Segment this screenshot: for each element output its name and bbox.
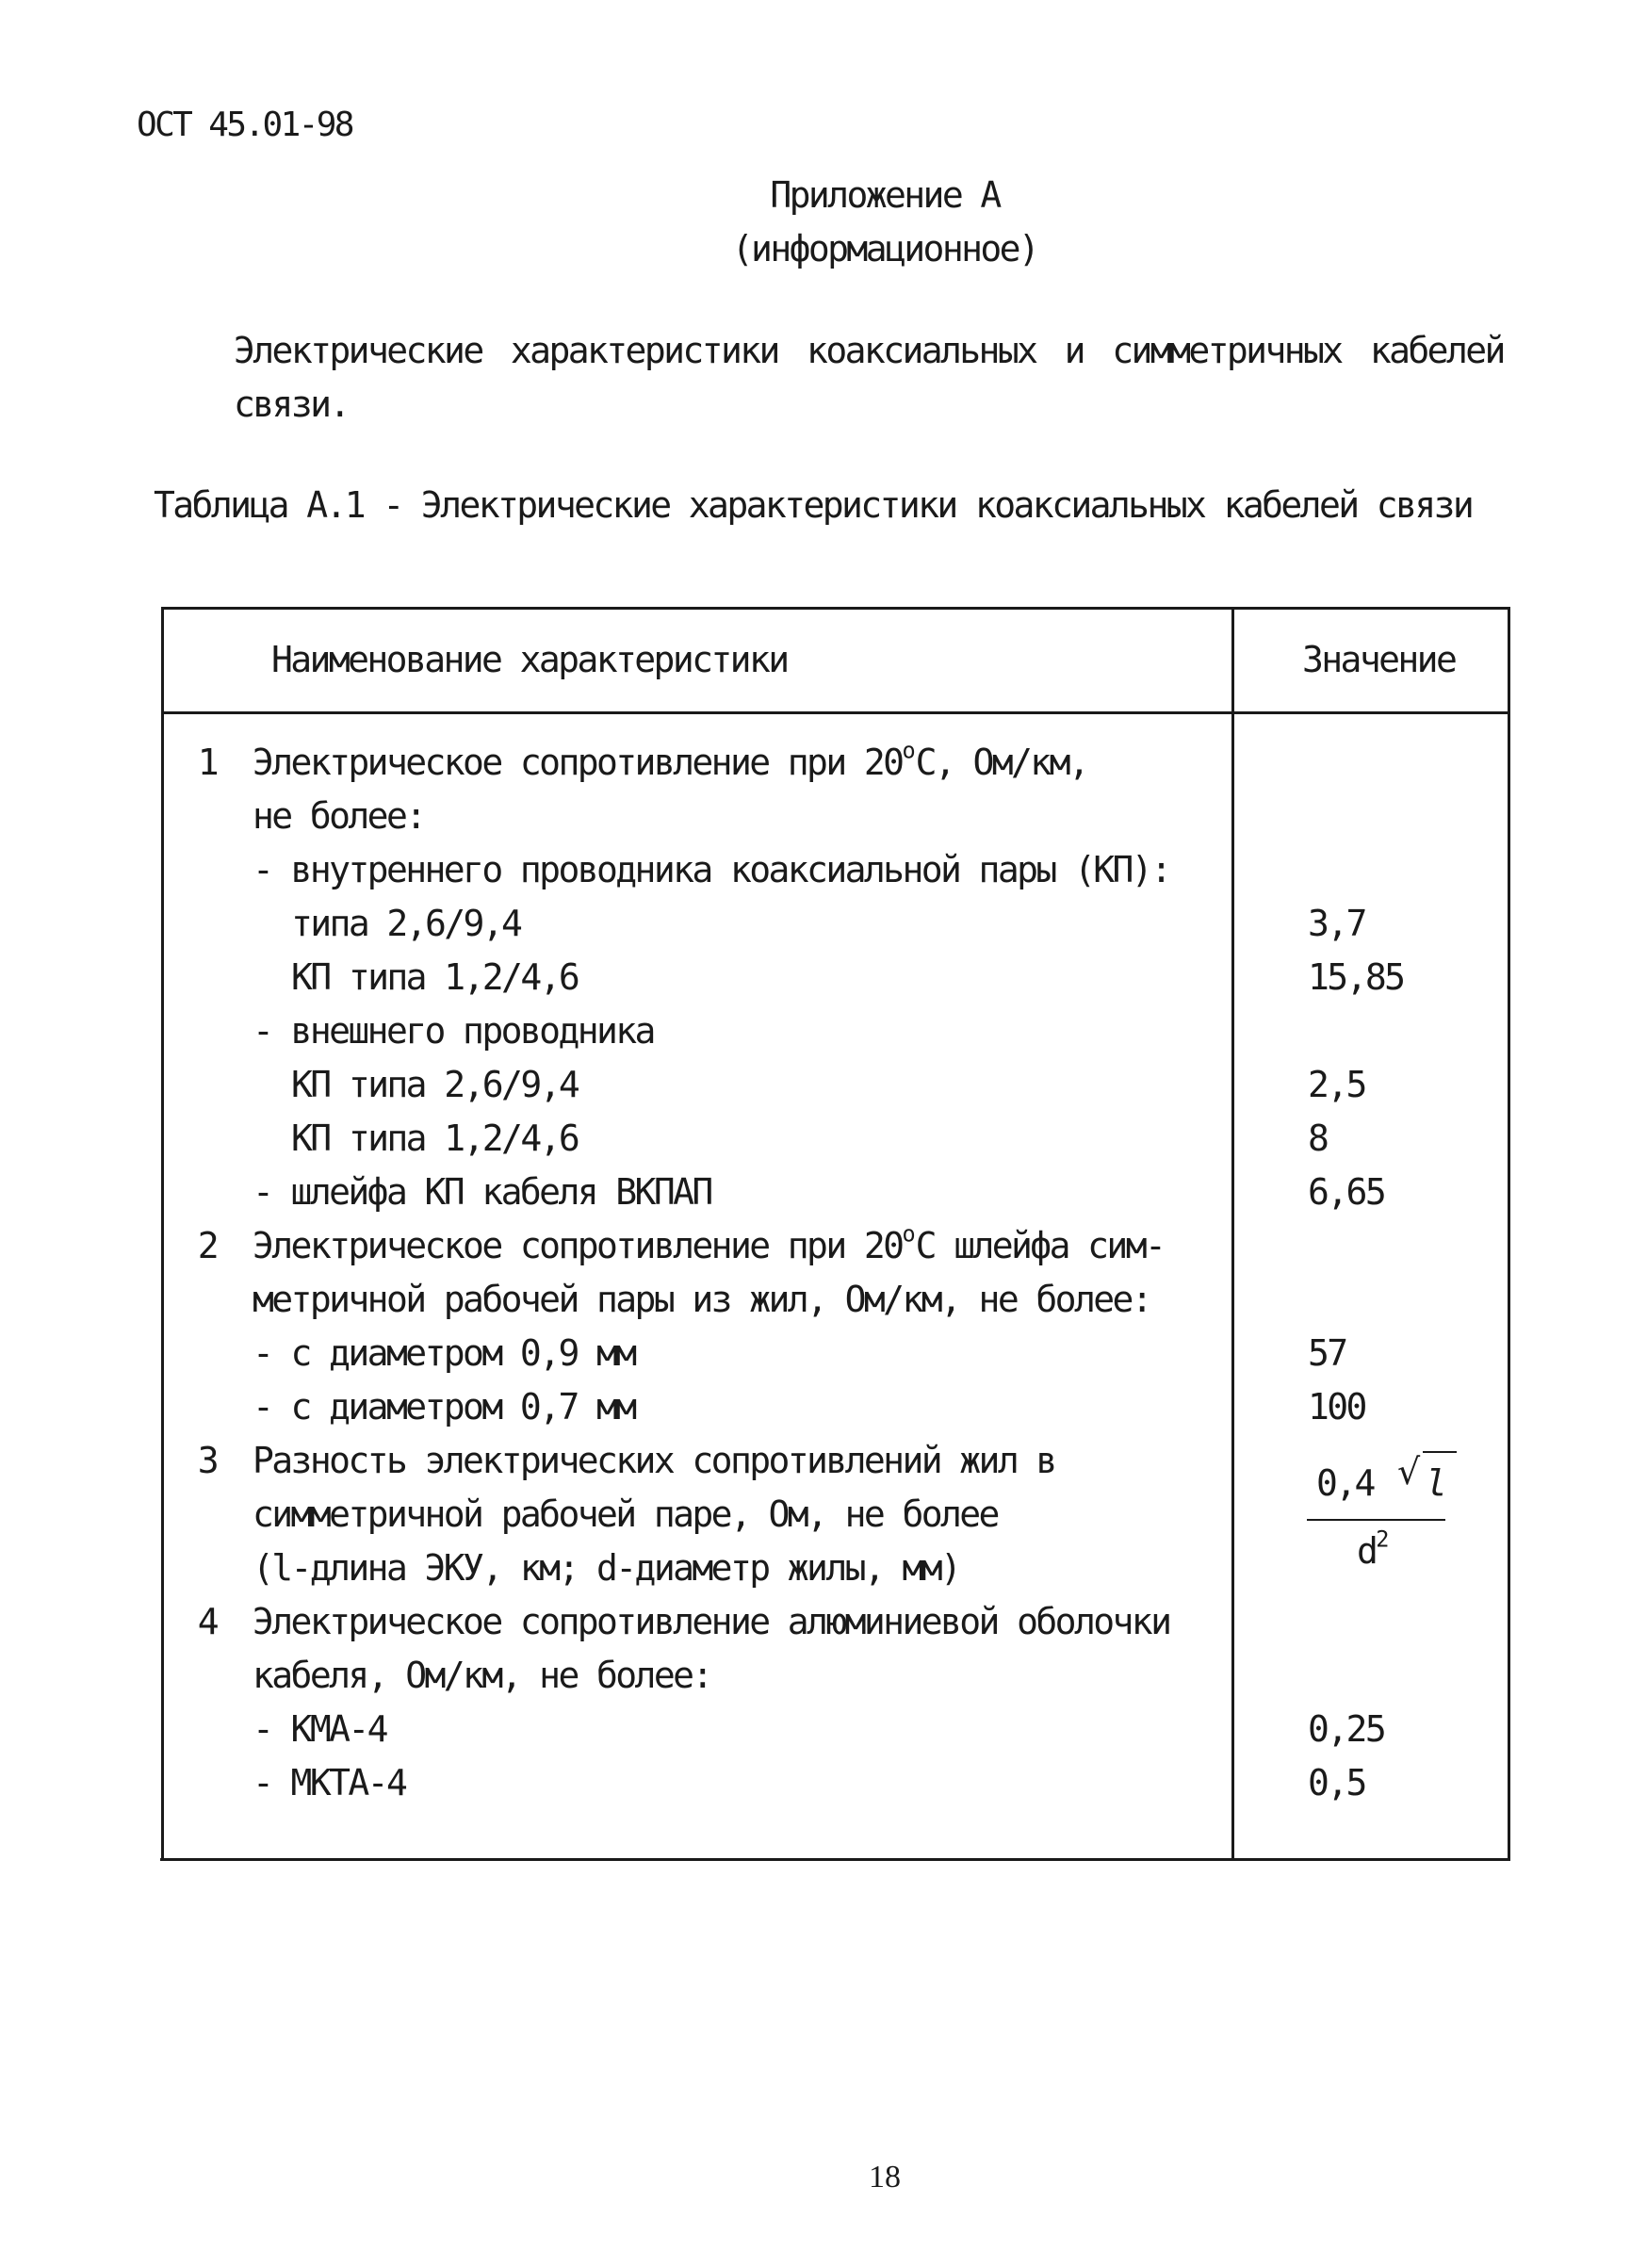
column-header-value: Значение xyxy=(1302,639,1456,680)
row-label: - с диаметром 0,7 мм xyxy=(253,1386,635,1428)
row-label: КП типа 1,2/4,6 xyxy=(291,1118,579,1159)
row-number: 4 xyxy=(197,1601,217,1642)
row-value: 15,85 xyxy=(1308,956,1404,998)
row-number: 2 xyxy=(197,1225,217,1266)
row-label: КП типа 2,6/9,4 xyxy=(291,1064,579,1105)
row-label: типа 2,6/9,4 xyxy=(291,903,521,944)
sqrt-icon: √ xyxy=(1397,1451,1421,1493)
formula-numerator: 0,4 xyxy=(1316,1462,1374,1504)
table-row xyxy=(155,1386,1492,1443)
table-row xyxy=(155,1657,1492,1711)
row-label: - внешнего проводника xyxy=(253,1010,654,1052)
row-label: симметричной рабочей паре, Ом, не более xyxy=(253,1493,998,1535)
row-label: не более: xyxy=(253,795,425,837)
table-row xyxy=(155,1220,1492,1281)
table-row xyxy=(155,795,1492,852)
table-row xyxy=(155,1440,1492,1496)
table-border-top xyxy=(164,607,1510,610)
row-label: - КМА-4 xyxy=(253,1708,386,1750)
table-row xyxy=(155,1332,1492,1389)
table-row xyxy=(155,737,1492,798)
row-label: - с диаметром 0,9 мм xyxy=(253,1332,635,1374)
page-number: 18 xyxy=(869,2160,901,2195)
table-header-divider xyxy=(164,711,1510,714)
appendix-title: Приложение А xyxy=(770,174,1000,216)
table-row xyxy=(155,1601,1492,1657)
row-value: 100 xyxy=(1308,1386,1365,1428)
row-number: 1 xyxy=(197,742,217,783)
formula-denominator: $d^2$ xyxy=(1357,1526,1390,1572)
row-label: Электрическое сопротивление алюминиевой оболочки xyxy=(253,1601,1170,1642)
row-number: 3 xyxy=(197,1440,217,1481)
table-row xyxy=(155,1493,1492,1550)
row-label: Электрическое сопротивление при $20^оС$ шлейфа сим- xyxy=(253,1220,1165,1266)
table-row xyxy=(155,849,1492,906)
row-value: 3,7 xyxy=(1308,903,1365,944)
table-caption: Таблица А.1 - Электрические характеристики коаксиальных кабелей связи xyxy=(154,484,1473,526)
row-value: 57 xyxy=(1308,1332,1346,1374)
row-value: 2,5 xyxy=(1308,1064,1365,1105)
fraction-bar xyxy=(1307,1519,1445,1521)
sqrt-overline xyxy=(1423,1451,1457,1453)
table-border-bottom xyxy=(160,1858,1510,1861)
intro-line-2: связи. xyxy=(234,383,349,425)
row-label: Электрическое сопротивление при $20^оС$, Ом/км, xyxy=(253,737,1088,783)
document-code: ОСТ 45.01-98 xyxy=(137,106,352,144)
table-row xyxy=(155,1171,1492,1228)
appendix-type: (информационное) xyxy=(731,228,1038,269)
table-row xyxy=(155,1762,1492,1819)
row-value: 6,65 xyxy=(1308,1171,1385,1213)
table-border-right xyxy=(1508,607,1510,1861)
row-label: метричной рабочей пары из жил, Ом/км, не более: xyxy=(253,1279,1151,1320)
table-row xyxy=(155,1281,1492,1335)
row-label: (l-длина ЭКУ, км; d-диаметр жилы, мм) xyxy=(253,1547,960,1589)
table-row xyxy=(155,1010,1492,1067)
row-label: КП типа 1,2/4,6 xyxy=(291,956,579,998)
row-value: 0,5 xyxy=(1308,1762,1365,1803)
table-row xyxy=(155,1120,1492,1174)
row-value: 8 xyxy=(1308,1118,1328,1159)
table-row xyxy=(155,1064,1492,1120)
table-row xyxy=(155,956,1492,1013)
table-row xyxy=(155,1708,1492,1765)
intro-line-1: Электрические характеристики коаксиальных и симметричных кабелей xyxy=(234,330,1504,371)
row-value: 0,25 xyxy=(1308,1708,1385,1750)
column-header-name: Наименование характеристики xyxy=(271,639,788,680)
row-label: - шлейфа КП кабеля ВКПАП xyxy=(253,1171,711,1213)
formula-radicand: l xyxy=(1426,1462,1445,1504)
row-label: кабеля, Ом/км, не более: xyxy=(253,1655,711,1696)
table-row xyxy=(155,903,1492,959)
row-label: - МКТА-4 xyxy=(253,1762,406,1803)
row-label: - внутреннего проводника коаксиальной пары (КП): xyxy=(253,849,1170,890)
row-label: Разность электрических сопротивлений жил в xyxy=(253,1440,1055,1481)
